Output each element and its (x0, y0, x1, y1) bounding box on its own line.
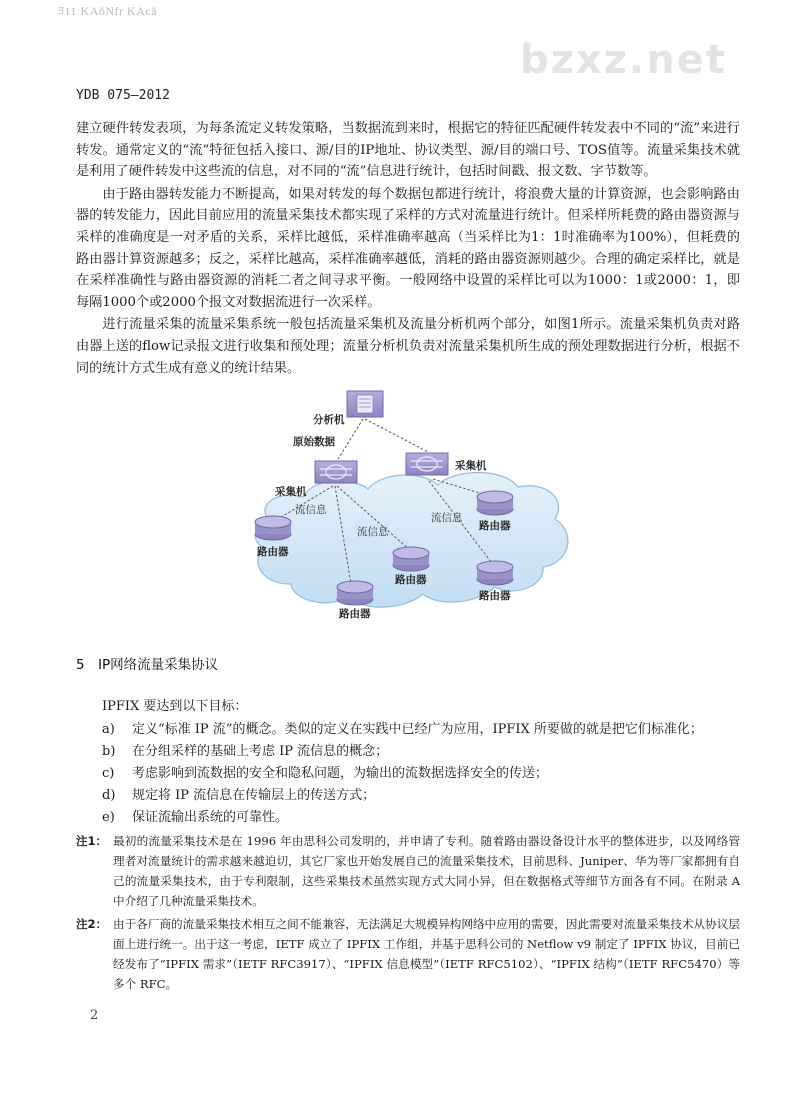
collector-right-icon (406, 453, 448, 475)
flow-info-label-3: 流信息 (431, 512, 463, 525)
note-1 (76, 831, 740, 911)
list-item (102, 807, 740, 828)
section-intro: IPFIX 要达到以下目标： (102, 699, 248, 715)
paragraph-1: 建立硬件转发表项，为每条流定义转发策略，当数据流到来时，根据它的特征匹配硬件转发表中不同的“流”来进行转发。通常定义的“流”特征包括入接口、源/目的IP地址、协议类型、源/目的端口号、TOS值等。流量采集技术就是利用了硬件转发中这些流的信息，对不同的“流”信息进行统计，包括时间戳、报文数、字节数等。 (76, 121, 740, 180)
list-marker: a) (102, 722, 115, 738)
router-label-5: 路由器 (479, 590, 511, 603)
note-label: 注2： (76, 917, 108, 932)
page-number: 2 (90, 1008, 99, 1024)
diagram-svg (233, 389, 573, 619)
flow-collection-diagram (233, 389, 573, 619)
raw-data-label: 原始数据 (293, 436, 335, 449)
list-text: 规定将 IP 流信息在传输层上的传送方式； (132, 788, 376, 804)
list-text: 考虑影响到流数据的安全和隐私问题，为输出的流数据选择安全的传送； (132, 766, 549, 782)
list-marker: e) (102, 810, 115, 826)
section-title: IP网络流量采集协议 (98, 657, 219, 674)
collector-left-icon (315, 461, 357, 483)
list-item (102, 763, 740, 784)
paragraph-3: 进行流量采集的流量采集系统一般包括流量采集机及流量分析机两个部分，如图1所示。流量采集机负责对路由器上送的flow记录报文进行收集和预处理；流量分析机负责对流量采集机所生成的预处理数据进行分析，根据不同的统计方式生成有意义的统计结果。 (76, 317, 740, 376)
paragraph-2: 由于路由器转发能力不断提高，如果对转发的每个数据包都进行统计，将浪费大量的计算资源，也会影响路由器的转发能力，因此目前应用的流量采集技术都实现了采样的方式对流量进行统计。但采样所耗费的路由器资源与采样的准确度是一对矛盾的关系，采样比越低，采样准确率越高（当采样比为1：1时准确率为100%），但耗费的路由器计算资源越多；反之，采样比越高，采样准确率越低，消耗的路由器资源则越少。合理的确定采样比，就是在采样准确性与路由器资源的消耗二者之间寻求平衡。一般网络中设置的采样比可以为1000：1或2000：1，即每隔1000个或2000个报文对数据流进行一次采样。 (76, 186, 740, 310)
analyzer-server-icon (347, 391, 383, 417)
goals-list (102, 719, 740, 828)
note-text: 最初的流量采集技术是在 1996 年由思科公司发明的，并申请了专利。随着路由器设备设计水平的整体进步，以及网络管理者对流量统计的需求越来越迫切，其它厂家也开始发展自己的流量采集技术，目前思科、Juniper、华为等厂家都拥有自己的流量采集技术，由于专利限制，这些采集技术虽然实现方式大同小异，但在数据格式等细节方面各有不同。在附录 A 中介绍了几种流量采集技术。 (113, 834, 740, 909)
note-2 (76, 914, 740, 994)
section-number: 5 (76, 657, 85, 674)
list-text: 定义“标准 IP 流”的概念。类似的定义在实践中已经广为应用，IPFIX 所要做的就是把它们标准化； (132, 722, 703, 738)
list-text: 保证流输出系统的可靠性。 (132, 810, 289, 826)
note-label: 注1： (76, 834, 108, 849)
flow-info-label-1: 流信息 (295, 504, 327, 517)
router-label-4: 路由器 (479, 520, 511, 533)
router-label-3: 路由器 (395, 574, 427, 587)
list-item (102, 719, 740, 740)
list-text: 在分组采样的基础上考虑 IP 流信息的概念； (132, 744, 389, 760)
list-marker: d) (102, 788, 116, 804)
router-label-1: 路由器 (257, 546, 289, 559)
list-item (102, 785, 740, 806)
router-icon (337, 581, 373, 605)
section-heading (76, 653, 740, 673)
collector-left-label: 采集机 (275, 486, 307, 499)
router-icon (477, 491, 513, 515)
router-icon (255, 516, 291, 540)
router-icon (393, 547, 429, 571)
list-marker: c) (102, 766, 115, 782)
analyzer-label: 分析机 (313, 414, 345, 427)
router-label-2: 路由器 (339, 608, 371, 620)
list-marker: b) (102, 744, 116, 760)
standard-number: YDB 075—2012 (76, 88, 170, 103)
collector-right-label: 采集机 (455, 460, 487, 473)
router-icon (477, 561, 513, 585)
page-content (76, 118, 740, 1023)
flow-info-label-2: 流信息 (357, 526, 389, 539)
site-watermark: bzxz.net (520, 37, 727, 83)
list-item (102, 741, 740, 762)
note-text: 由于各厂商的流量采集技术相互之间不能兼容，无法满足大规模异构网络中应用的需要，因此需要对流量采集技术从协议层面上进行统一。出于这一考虑，IETF 成立了 IPFIX 工作组，并基于思科公司的 Netflow v9 制定了 IPFIX 协议，目前已经发布了“IPFIX 需求”（IETF RFC3917）、“IPFIX 信息模型”（IETF RFC5102）、“IPFIX 结构”（IETF RFC5470）等多个 RFC。 (113, 917, 740, 992)
top-watermark: ﾖ11 KAöNfr KAcä (58, 4, 158, 18)
